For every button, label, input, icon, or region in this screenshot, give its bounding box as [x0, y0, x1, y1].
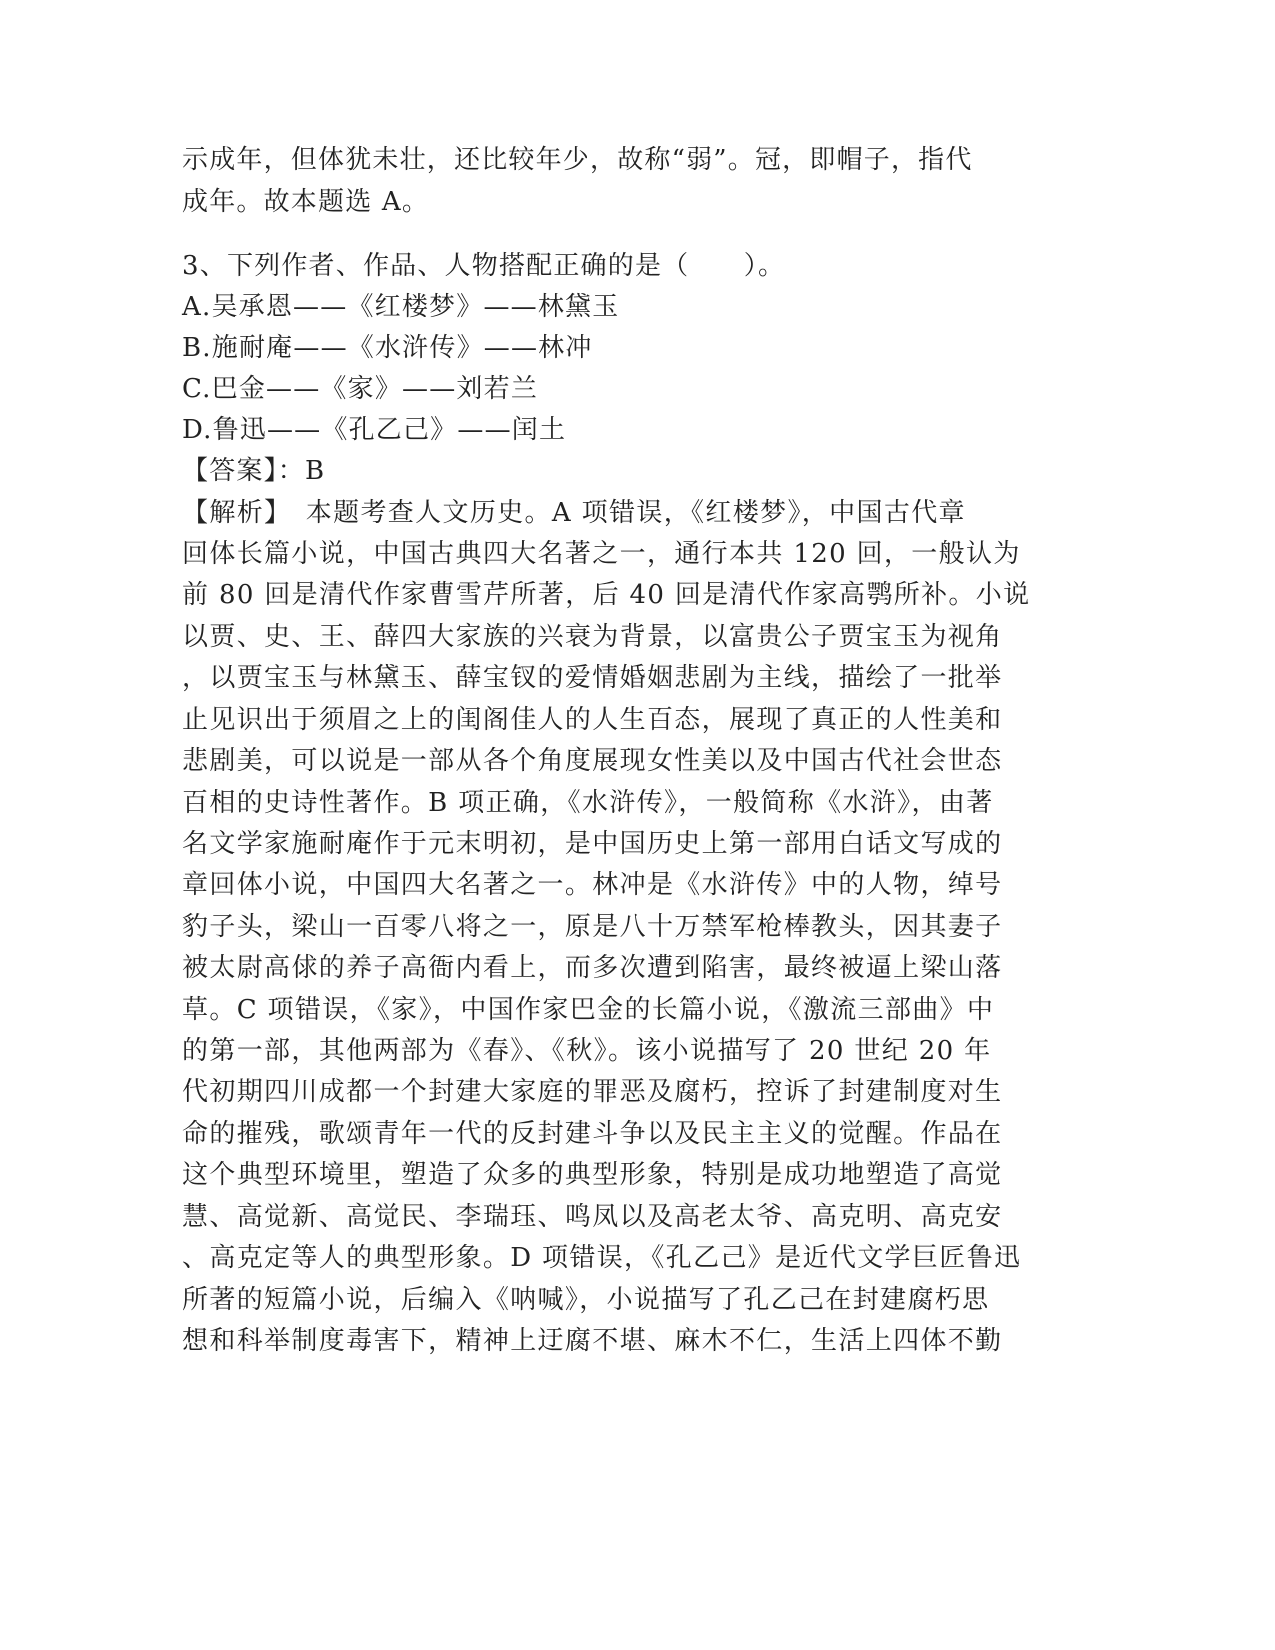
text-line: 示成年，但体犹未壮，还比较年少，故称“弱”。冠，即帽子，指代: [182, 145, 973, 175]
explanation-line: 百相的史诗性著作。B 项正确，《水浒传》，一般简称《水浒》，由著: [182, 788, 994, 818]
explanation-line: 代初期四川成都一个封建大家庭的罪恶及腐朽，控诉了封建制度对生: [182, 1077, 1003, 1107]
explanation-line: 悲剧美，可以说是一部从各个角度展现女性美以及中国古代社会世态: [182, 746, 1003, 776]
explanation-line: 以贾、史、王、薛四大家族的兴衰为背景，以富贵公子贾宝玉为视角: [182, 622, 1003, 652]
option-c: C.巴金——《家》——刘若兰: [182, 374, 539, 404]
explanation-line: 被太尉高俅的养子高衙内看上，而多次遭到陷害，最终被逼上梁山落: [182, 953, 1003, 983]
explanation-line: 草。C 项错误，《家》，中国作家巴金的长篇小说，《激流三部曲》中: [182, 995, 995, 1025]
explanation-line: 这个典型环境里，塑造了众多的典型形象，特别是成功地塑造了高觉: [182, 1160, 1003, 1190]
text-line: 成年。故本题选 A。: [182, 187, 430, 217]
question-stem: 3、下列作者、作品、人物搭配正确的是（ ）。: [182, 251, 786, 281]
explanation-line: 所著的短篇小说，后编入《呐喊》，小说描写了孔乙己在封建腐朽思: [182, 1285, 990, 1315]
explanation-line: 命的摧残，歌颂青年一代的反封建斗争以及民主主义的觉醒。作品在: [182, 1119, 1003, 1149]
explanation-line: 章回体小说，中国四大名著之一。林冲是《水浒传》中的人物，绰号: [182, 870, 1003, 900]
explanation-line: 、高克定等人的典型形象。D 项错误，《孔乙己》是近代文学巨匠鲁迅: [182, 1243, 1022, 1273]
explanation-line: 止见识出于须眉之上的闺阁佳人的人生百态，展现了真正的人性美和: [182, 705, 1003, 735]
explanation-line: 【解析】 本题考查人文历史。A 项错误，《红楼梦》，中国古代章: [182, 498, 966, 528]
option-d: D.鲁迅——《孔乙己》——闰土: [182, 415, 567, 445]
explanation-line: 慧、高觉新、高觉民、李瑞珏、鸣凤以及高老太爷、高克明、高克安: [182, 1202, 1003, 1232]
option-b: B.施耐庵——《水浒传》——林冲: [182, 333, 593, 363]
document-page: [182, 0, 1062, 1650]
explanation-line: 名文学家施耐庵作于元末明初，是中国历史上第一部用白话文写成的: [182, 829, 1003, 859]
answer-line: 【答案】：B: [182, 456, 326, 486]
option-a: A.吴承恩——《红楼梦》——林黛玉: [182, 292, 620, 322]
explanation-line: 前 80 回是清代作家曹雪芹所著，后 40 回是清代作家高鹗所补。小说: [182, 580, 1031, 610]
explanation-line: 的第一部，其他两部为《春》、《秋》。该小说描写了 20 世纪 20 年: [182, 1036, 992, 1066]
explanation-line: 想和科举制度毒害下，精神上迂腐不堪、麻木不仁，生活上四体不勤: [182, 1326, 1003, 1356]
explanation-line: ，以贾宝玉与林黛玉、薛宝钗的爱情婚姻悲剧为主线，描绘了一批举: [182, 663, 1003, 693]
explanation-line: 回体长篇小说，中国古典四大名著之一，通行本共 120 回，一般认为: [182, 539, 1021, 569]
explanation-line: 豹子头，梁山一百零八将之一，原是八十万禁军枪棒教头，因其妻子: [182, 912, 1003, 942]
